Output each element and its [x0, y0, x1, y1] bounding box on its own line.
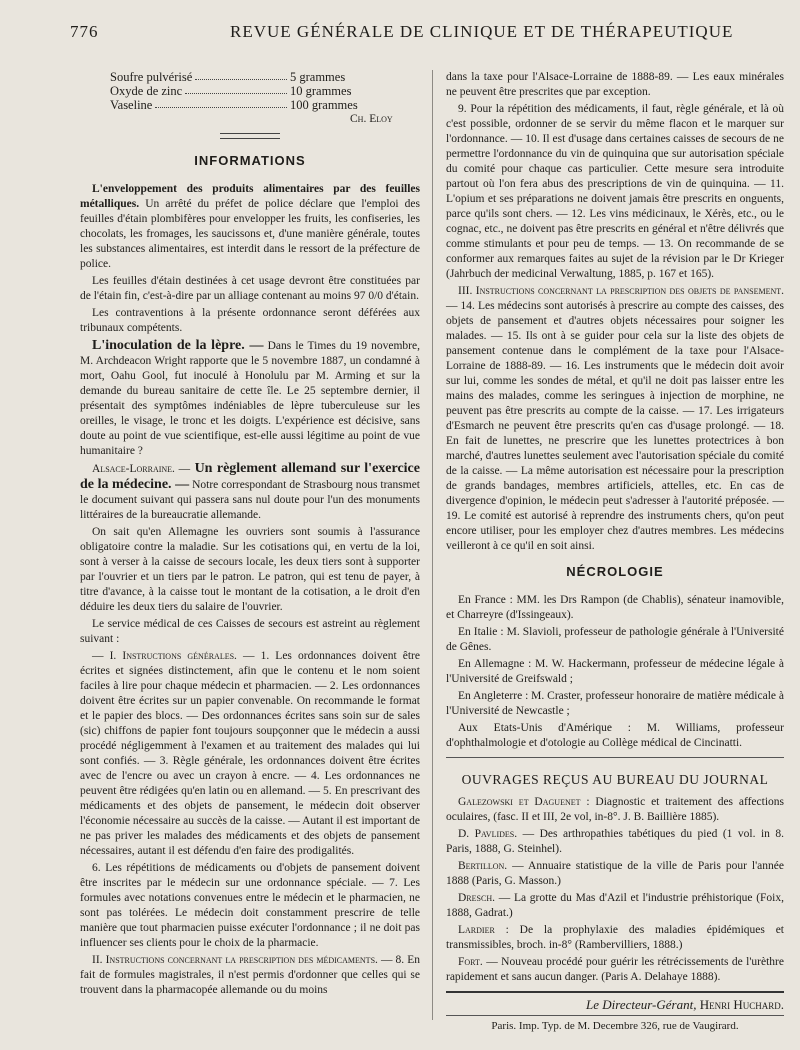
necrology-entry: En France : MM. les Drs Rampon (de Chablis), sénateur inamovible, et Charreyre (d'Issingeaux).: [446, 594, 784, 621]
column-divider: [432, 70, 433, 1020]
paragraph-body: Un arrêté du préfet de police déclare que l'emploi des feuilles d'étain plombifères pour envelopper les fruits, les confiseries, les chocolats, les fromages, les saucissons et, d'une manière générale, toutes les substances alimentaires, est interdit dans le ressort de la préfecture de police.: [80, 198, 420, 270]
necrology-entry: En Allemagne : M. W. Hackermann, professeur de médecine légale à l'Université de Greifswald ;: [446, 658, 784, 685]
right-column: [446, 70, 784, 1034]
book-entry: [446, 955, 784, 985]
printer-imprint: Paris. Imp. Typ. de M. Decembre 326, rue de Vaugirard.: [491, 1020, 739, 1032]
book-entry: [446, 859, 784, 889]
ingredient-quantity: 100 grammes: [290, 98, 358, 112]
ingredient-quantity: 5 grammes: [290, 70, 346, 84]
book-author: Lardier :: [458, 924, 509, 936]
running-header: [70, 22, 770, 44]
book-author: Dresch.: [458, 892, 495, 904]
paragraph: [80, 182, 420, 272]
paragraph: 6. Les répétitions de médicaments ou d'objets de pansement doivent être inscrites par le médecin sur une ordonnance spéciale. — 7. Les formules avec notations convenues entre le médecin et le pharmacien, ne sont pas tolérées. Le médecin doit constamment prescrire de telle manière que tout pharmacien puisse exécuter l'ordonnance ; il ne doit pas influencer ses clients pour le choix de la pharmacie.: [80, 862, 420, 949]
director-label: Le Directeur-Gérant,: [586, 997, 697, 1012]
paragraph: [80, 338, 420, 459]
director-name: Henri Huchard.: [696, 997, 784, 1012]
paragraph-tag: II. Instructions concernant la prescription des médicaments. —: [92, 954, 393, 966]
paragraph-lead: L'enveloppement des produits alimentaires par des feuilles métalliques.: [80, 183, 420, 210]
footer-rule: [446, 991, 784, 993]
recipe-line: [110, 98, 400, 112]
page-number: 776: [70, 22, 99, 41]
paragraph: 9. Pour la répétition des médicaments, il faut, règle générale, et là où c'est possible, ordonner de se servir du même flacon et le marquer sur l'ordonnance. — 10. Il est d'usage dans certaines caisses de secours de ne permettre l'ordonnance du vin de quinquina que sur autorisation spéciale du comité pour chaque cas particulier. Cette mesure sera introduite partout où l'on fera abus des prescriptions de vin de quinquina. — 11. L'opium et ses préparations ne doivent jamais être prescrits en onguents, parce qu'ils sont chers. — 12. Les vins médicinaux, le Xérès, etc., ou le cognac, etc., ne doivent pas être prescrits en général et n'être délivrés que comme stimulants et pour peu de temps. — 13. On recommande de se conformer aux remarques faites au sujet de la révision par le Dr Krieger (Jahrbuch der medicinal Verwaltung, 1885, p. 167 et 165).: [446, 103, 784, 280]
book-entry: [446, 827, 784, 857]
necrology-entry: En Italie : M. Slavioli, professeur de pathologie générale à l'Université de Gênes.: [446, 626, 784, 653]
paragraph-tag: — I. Instructions générales. —: [92, 650, 255, 662]
dot-leader: [195, 70, 287, 80]
paragraph: [446, 284, 784, 554]
paragraph-tag: Alsace-Lorraine. —: [92, 463, 191, 475]
section-title-necrologie: NÉCROLOGIE: [566, 564, 664, 579]
necrology-entry: En Angleterre : M. Craster, professeur honoraire de matière médicale à l'Université de Newcastle ;: [446, 690, 784, 717]
paragraph: [80, 461, 420, 523]
ingredient-name: Soufre pulvérisé: [110, 70, 193, 84]
necrology-entry: Aux Etats-Unis d'Amérique : M. Williams, professeur d'ophthalmologie et d'otologie au Collège médical de Cincinatti.: [446, 722, 784, 749]
book-text: — Nouveau procédé pour guérir les rétrécissements de l'urèthre rapidement et sans aucun danger. (Paris A. Delahaye 1888).: [446, 956, 784, 983]
paragraph: [80, 953, 420, 998]
section-rule: [446, 757, 784, 758]
paragraph-body: 14. Les médecins sont autorisés à prescrire au compte des caisses, des objets de pansement et d'autres objets nécessaires pour soigner les malades. — 15. Ils ont à se guider pour cela sur la liste des objets de pansement contenue dans le complément de la taxe pour l'Alsace-Lorraine de 1888-89. — 16. Les instruments que le médecin doit avoir sur lui, comme les sondes de métal, et qu'il ne doit pas laisser entre les mains des malades, comme les seringues à injection de morphine, ne peuvent pas être prescrits au compte de la caisse. — 17. Les irrigateurs d'Esmarch ne peuvent être prescrits qu'en cas d'usage prolongé. — 18. En fait de lunettes, ne prescrire que les lunettes protectrices à bon marché, d'autres lunettes seulement avec l'autorisation spéciale du comité de la caisse. — La même autorisation est nécessaire pour la prescription de grands bandages, membres artificiels, attelles, etc. En cas de divergence d'opinion, le médecin peut s'adresser à l'autorité préposée. — 19. Le comité est autorisé à reprendre des instruments chers, qu'on peut encore utiliser, pour les employer chez d'autres membres. Les médecins veilleront à ce qu'il en soit ainsi.: [446, 300, 784, 552]
paragraph: [80, 649, 420, 859]
paragraph-lead: L'inoculation de la lèpre. —: [92, 338, 264, 353]
book-entry: [446, 795, 784, 825]
director-line: [446, 997, 784, 1012]
paragraph: Les contraventions à la présente ordonnance seront déférées aux tribunaux compétents.: [80, 307, 420, 334]
book-author: Galezowski et Daguenet :: [458, 796, 590, 808]
book-author: Bertillon.: [458, 860, 508, 872]
book-entry: [446, 923, 784, 953]
book-entry: [446, 891, 784, 921]
book-text: De la prophylaxie des maladies épidémiques et transmissibles, broch. in-8° (Rambervilliers, 1888.): [446, 924, 784, 951]
recipe-line: [110, 70, 400, 84]
recipe-signature: Ch. Eloy: [350, 113, 393, 125]
running-title: REVUE GÉNÉRALE DE CLINIQUE ET DE THÉRAPEUTIQUE: [230, 22, 734, 41]
recipe-line: [110, 84, 400, 98]
paragraph: On sait qu'en Allemagne les ouvriers sont soumis à l'assurance obligatoire contre la maladie. Sur les cotisations qui, en vertu de la loi, sont à verser à la caisse de secours locale, les deux tiers sont à supporter par l'ouvrier et un tiers par le patron. Le patron, qui est tenu de payer, à titre d'avance, à la caisse tout le montant de la cotisation, a le droit d'en déduire les deux tiers du salaire de l'ouvrier.: [80, 526, 420, 613]
ingredient-quantity: 10 grammes: [290, 84, 352, 98]
paragraph-body: 1. Les ordonnances doivent être écrites et signées distinctement, afin que le contenu et le nom soient faciles à lire pour chaque médecin et pharmacien. — 2. Les ordonnances doivent être écrites sur un papier convenable. On recommande le format et le papier des blocs. — Des ordonnances écrites sans soin sur de sales (sic) chiffons de papier font toujours soupçonner que le médecin a aussi procédé négligemment à l'examen et au traitement des malades qui lui sont confiés. — 3. Règle générale, les ordonnances doivent être écrites avec de l'encre ou avec un crayon à encre. — 4. Les ordonnances ne peuvent être rédigées qu'en latin ou en allemand. — 5. En prescrivant des médicaments et des objets de pansement, le médecin doit observer l'économie nécessaire au succès de la caisse. — Autant il est important de ne pas priver les malades des médicaments et des objets de pansement nécessaires, autant il est défendu d'en faire des prodigalités.: [80, 650, 420, 857]
paragraph-body: Notre correspondant de Strasbourg nous transmet le document suivant qui passera sans nul doute pour l'un des monuments littéraires de la bureaucratie allemande.: [80, 479, 420, 521]
left-column: [80, 70, 420, 1000]
book-text: — La grotte du Mas d'Azil et l'industrie préhistorique (Foix, 1888, Gadrat.): [446, 892, 784, 919]
footer-rule: [446, 1015, 784, 1016]
dot-leader: [155, 98, 287, 108]
ingredient-name: Vaseline: [110, 98, 153, 112]
book-text: Diagnostic et traitement des affections oculaires, (fasc. II et III, 2e vol, in-8°. J. B. Baillière 1885).: [446, 796, 785, 823]
paragraph-body: 8. En fait de formules magistrales, il n'est permis d'ordonner que celles qui se trouvent dans la pharmacopée allemande ou du moins: [80, 954, 421, 996]
paragraph: dans la taxe pour l'Alsace-Lorraine de 1888-89. — Les eaux minérales ne peuvent être prescrites que par exception.: [446, 71, 784, 98]
dot-leader: [185, 84, 287, 94]
paragraph-lead: Un règlement allemand sur l'exercice de la médecine. —: [80, 461, 420, 492]
paragraph-tag: III. Instructions concernant la prescription des objets de pansement. —: [446, 285, 784, 312]
book-text: — Annuaire statistique de la ville de Paris pour l'année 1888 (Paris, G. Masson.): [446, 860, 784, 887]
paragraph: Le service médical de ces Caisses de secours est astreint au règlement suivant :: [80, 618, 420, 645]
ingredient-name: Oxyde de zinc: [110, 84, 183, 98]
paragraph: Les feuilles d'étain destinées à cet usage devront être constituées par de l'étain fin, c'est-à-dire par un alliage contenant au moins 97 0/0 d'étain.: [80, 275, 420, 302]
book-author: Fort.: [458, 956, 483, 968]
paragraph-body: Dans le Times du 19 novembre, M. Archdeacon Wright rapporte que le 5 novembre 1887, un condamné à mort, Oahu Gool, fut inoculé à Honolulu par M. Arming et sur la demande du bureau sanitaire de cette île. Le 25 septembre dernier, il présentait des symptômes indéniables de lèpre tuberculeuse sur les oreilles, le visage, le tronc et les doigts. L'expérience est décisive, sans doute au point de vue scientifique, est-elle aussi légitime au point de vue humanitaire ?: [80, 340, 420, 457]
book-text: — Des arthropathies tabétiques du pied (1 vol. in 8. Paris, 1888, G. Steinhel).: [446, 828, 784, 855]
book-author: D. Pavlides.: [458, 828, 518, 840]
section-title-ouvrages: OUVRAGES REÇUS AU BUREAU DU JOURNAL: [461, 772, 769, 787]
section-title-informations: INFORMATIONS: [194, 153, 306, 168]
ornament-rule: [220, 133, 280, 139]
